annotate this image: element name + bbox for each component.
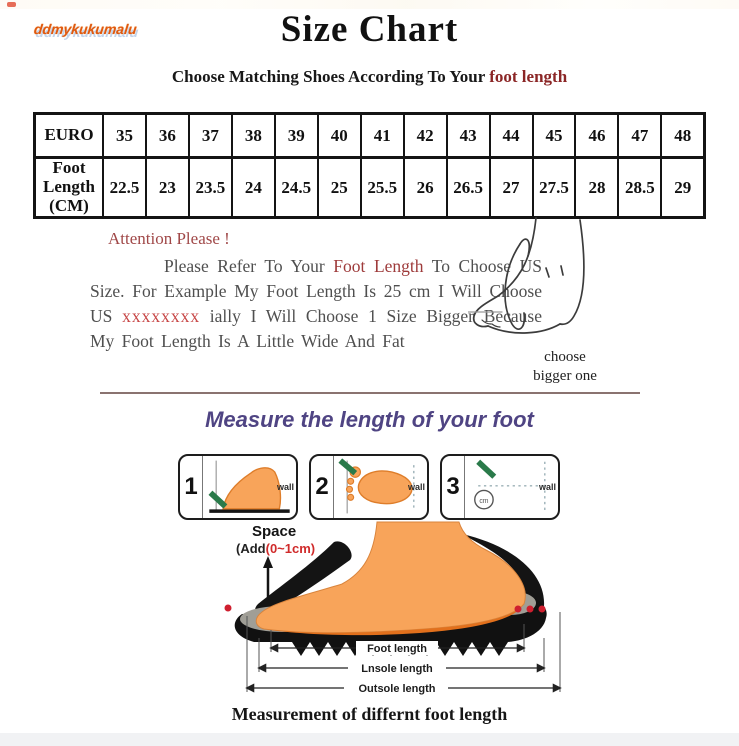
step-panel-2 [309,454,429,520]
ruler-circle-label: cm [479,498,489,506]
euro-header-cell: EURO [35,114,104,158]
attention-text: Please Refer To Your [164,256,334,276]
space-range-text: (0~1cm) [265,541,316,556]
foot-side-view [223,468,280,509]
foot-length-cell: 24 [232,158,275,218]
heel-marker-dot [527,606,534,613]
wall-label: wall [276,482,294,492]
choose-bigger-note [500,348,630,386]
choose-bigger-line2: bigger one [533,367,597,384]
sketch-ankle-dashes [546,266,563,277]
foot-length-cell: 23 [146,158,189,218]
table-row-euro [35,114,705,158]
euro-size-cell: 36 [146,114,189,158]
space-arrow-head [263,556,273,568]
toe-marker-dot [225,605,232,612]
space-add-text: (Add [236,541,266,556]
step-number: 1 [180,456,203,518]
sketch-band-top [520,239,529,256]
subtitle [0,67,739,87]
subtitle-highlight: foot length [489,67,568,86]
diagram-caption: Measurement of differnt foot length [231,704,508,724]
outsole-length-arrow-label: Outsole length [358,683,436,695]
toe [348,478,354,484]
bottom-gray-strip [0,733,739,746]
wall-label: wall [407,482,425,492]
toe [347,486,353,492]
euro-size-cell: 47 [618,114,661,158]
foot-length-cell: 22.5 [103,158,146,218]
foot-length-cell: 25.5 [361,158,404,218]
page-title: Size Chart [280,9,459,50]
step-number: 3 [442,456,465,518]
foot-length-cell: 24.5 [275,158,318,218]
euro-size-cell: 41 [361,114,404,158]
foot-sketch-drawing [468,216,628,350]
section-divider [100,392,640,394]
foot-length-cell: 27 [490,158,533,218]
heel-marker-dot [515,606,522,613]
step-number: 2 [311,456,334,518]
foot-length-cell: 27.5 [533,158,576,218]
space-label: Space [252,523,297,540]
step-panel-3 [440,454,560,520]
foot-length-header-cell: Foot Length (CM) [35,158,104,218]
euro-size-cell: 45 [533,114,576,158]
table-row-foot-length [35,158,705,218]
choose-bigger-line1: choose [544,349,586,365]
foot-length-cell: 26.5 [447,158,490,218]
foot-length-cell: 25 [318,158,361,218]
foot-length-arrow-label: Foot length [367,643,427,655]
foot-length-cell: 28 [575,158,618,218]
toe [348,494,354,500]
euro-size-cell: 42 [404,114,447,158]
attention-text: ially I Will Choose 1 Size Bigger Because My Foot Length Is A Little Wide And Fat [90,306,542,352]
size-table [33,112,706,219]
seller-watermark: ddmykukumalu [33,21,138,37]
sketch-shin-line [498,218,536,296]
subtitle-prefix: Choose Matching Shoes According To Your [171,67,490,86]
euro-size-cell: 39 [275,114,318,158]
pencil-icon [210,493,225,507]
euro-size-cell: 35 [103,114,146,158]
attention-redacted-x: xxxxxxxx [122,306,201,327]
foot-length-cell: 23.5 [189,158,232,218]
euro-size-cell: 46 [575,114,618,158]
measuring-steps [178,454,560,520]
attention-foot-length: Foot Length [333,256,424,276]
measure-section-heading: Measure the length of your foot [205,407,534,432]
euro-size-cell: 44 [490,114,533,158]
euro-size-cell: 40 [318,114,361,158]
space-sub-label [236,541,315,556]
euro-size-cell: 38 [232,114,275,158]
heel-marker-dot [539,606,546,613]
euro-size-cell: 43 [447,114,490,158]
red-speck [7,2,16,7]
shoe-measurement-diagram [222,520,600,706]
euro-size-cell: 48 [661,114,704,158]
attention-heading: Attention Please ! [108,229,230,248]
pencil-icon [478,462,494,477]
step-panel-1 [178,454,298,520]
foot-length-cell: 28.5 [618,158,661,218]
attention-text: To Choose US Size. For Example My Foot Length Is 25 cm I Will Choose US [90,256,542,327]
foot-length-cell: 29 [661,158,704,218]
sketch-heel-line [560,220,584,324]
foot-length-cell: 26 [404,158,447,218]
wall-label: wall [538,482,556,492]
euro-size-cell: 37 [189,114,232,158]
insole-length-arrow-label: Lnsole length [361,663,433,675]
sketch-toe-line [474,296,498,327]
foot-top-view [358,471,411,504]
